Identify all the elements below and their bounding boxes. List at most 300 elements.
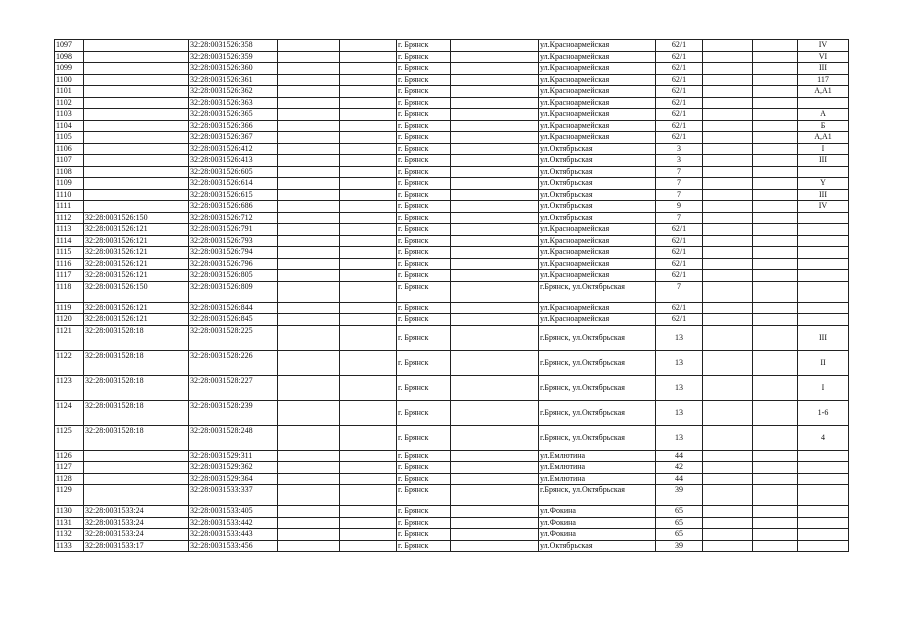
table-row	[55, 212, 849, 224]
parent-cadastral-cell: 32:28:0031528:18	[84, 350, 189, 375]
city-cell: г. Брянск	[397, 143, 451, 155]
city-cell: г. Брянск	[397, 212, 451, 224]
empty-cell	[278, 258, 340, 270]
city-cell: г. Брянск	[397, 302, 451, 314]
empty-cell	[753, 40, 798, 52]
row-number-cell: 1130	[55, 506, 84, 518]
cadastral-number-cell: 32:28:0031526:791	[189, 224, 278, 236]
empty-cell	[753, 74, 798, 86]
house-number-cell: 62/1	[656, 63, 703, 75]
empty-cell	[451, 485, 539, 506]
table-row	[55, 235, 849, 247]
parent-cadastral-cell	[84, 74, 189, 86]
empty-cell	[451, 63, 539, 75]
empty-cell	[278, 63, 340, 75]
city-cell: г. Брянск	[397, 270, 451, 282]
empty-cell	[703, 281, 753, 302]
premises-cell	[798, 235, 849, 247]
table-row	[55, 375, 849, 400]
street-cell: ул.Красноармейская	[539, 120, 656, 132]
city-cell: г. Брянск	[397, 235, 451, 247]
house-number-cell: 62/1	[656, 302, 703, 314]
premises-cell	[798, 281, 849, 302]
row-number-cell: 1100	[55, 74, 84, 86]
row-number-cell: 1105	[55, 132, 84, 144]
premises-cell: Y	[798, 178, 849, 190]
cadastral-number-cell: 32:28:0031529:311	[189, 450, 278, 462]
empty-cell	[278, 120, 340, 132]
cadastral-number-cell: 32:28:0031526:614	[189, 178, 278, 190]
parent-cadastral-cell: 32:28:0031526:121	[84, 247, 189, 259]
house-number-cell: 62/1	[656, 40, 703, 52]
table-row	[55, 485, 849, 506]
premises-cell	[798, 462, 849, 474]
house-number-cell: 13	[656, 350, 703, 375]
empty-cell	[753, 247, 798, 259]
empty-cell	[340, 212, 397, 224]
house-number-cell: 3	[656, 143, 703, 155]
street-cell: ул.Красноармейская	[539, 235, 656, 247]
empty-cell	[703, 166, 753, 178]
empty-cell	[340, 247, 397, 259]
row-number-cell: 1120	[55, 314, 84, 326]
table-row	[55, 425, 849, 450]
house-number-cell: 62/1	[656, 314, 703, 326]
parent-cadastral-cell: 32:28:0031533:24	[84, 517, 189, 529]
table-row	[55, 201, 849, 213]
empty-cell	[278, 166, 340, 178]
empty-cell	[278, 506, 340, 518]
empty-cell	[340, 281, 397, 302]
row-number-cell: 1116	[55, 258, 84, 270]
empty-cell	[340, 86, 397, 98]
cadastral-number-cell: 32:28:0031526:367	[189, 132, 278, 144]
empty-cell	[703, 63, 753, 75]
city-cell: г. Брянск	[397, 166, 451, 178]
street-cell: ул.Октябрьская	[539, 166, 656, 178]
empty-cell	[753, 51, 798, 63]
table-row	[55, 178, 849, 190]
empty-cell	[278, 40, 340, 52]
empty-cell	[340, 400, 397, 425]
cadastral-number-cell: 32:28:0031528:227	[189, 375, 278, 400]
empty-cell	[753, 97, 798, 109]
street-cell: ул.Красноармейская	[539, 97, 656, 109]
row-number-cell: 1127	[55, 462, 84, 474]
empty-cell	[703, 517, 753, 529]
empty-cell	[753, 63, 798, 75]
empty-cell	[278, 86, 340, 98]
table-row	[55, 51, 849, 63]
empty-cell	[451, 473, 539, 485]
cadastral-number-cell: 32:28:0031526:358	[189, 40, 278, 52]
empty-cell	[340, 40, 397, 52]
empty-cell	[753, 270, 798, 282]
empty-cell	[278, 350, 340, 375]
parent-cadastral-cell	[84, 166, 189, 178]
empty-cell	[278, 325, 340, 350]
table-row	[55, 400, 849, 425]
premises-cell	[798, 97, 849, 109]
premises-cell	[798, 314, 849, 326]
row-number-cell: 1125	[55, 425, 84, 450]
empty-cell	[340, 314, 397, 326]
parent-cadastral-cell: 32:28:0031526:150	[84, 281, 189, 302]
city-cell: г. Брянск	[397, 201, 451, 213]
empty-cell	[703, 375, 753, 400]
house-number-cell: 13	[656, 400, 703, 425]
premises-cell: IV	[798, 40, 849, 52]
premises-cell: III	[798, 189, 849, 201]
table-row	[55, 258, 849, 270]
row-number-cell: 1109	[55, 178, 84, 190]
house-number-cell: 62/1	[656, 235, 703, 247]
row-number-cell: 1103	[55, 109, 84, 121]
house-number-cell: 7	[656, 212, 703, 224]
city-cell: г. Брянск	[397, 258, 451, 270]
empty-cell	[340, 325, 397, 350]
empty-cell	[703, 201, 753, 213]
row-number-cell: 1099	[55, 63, 84, 75]
empty-cell	[451, 375, 539, 400]
empty-cell	[278, 473, 340, 485]
street-cell: ул.Октябрьская	[539, 178, 656, 190]
empty-cell	[753, 314, 798, 326]
property-registry-table	[54, 39, 849, 552]
parent-cadastral-cell: 32:28:0031526:121	[84, 258, 189, 270]
cadastral-number-cell: 32:28:0031526:366	[189, 120, 278, 132]
empty-cell	[451, 281, 539, 302]
table-row	[55, 314, 849, 326]
table-row	[55, 517, 849, 529]
row-number-cell: 1115	[55, 247, 84, 259]
cadastral-number-cell: 32:28:0031526:359	[189, 51, 278, 63]
empty-cell	[451, 86, 539, 98]
empty-cell	[451, 462, 539, 474]
parent-cadastral-cell	[84, 462, 189, 474]
empty-cell	[703, 450, 753, 462]
city-cell: г. Брянск	[397, 40, 451, 52]
table-row	[55, 74, 849, 86]
street-cell: г.Брянск, ул.Октябрьская	[539, 281, 656, 302]
street-cell: г.Брянск, ул.Октябрьская	[539, 350, 656, 375]
parent-cadastral-cell: 32:28:0031528:18	[84, 425, 189, 450]
empty-cell	[451, 189, 539, 201]
cadastral-number-cell: 32:28:0031526:412	[189, 143, 278, 155]
street-cell: ул.Красноармейская	[539, 314, 656, 326]
cadastral-number-cell: 32:28:0031528:239	[189, 400, 278, 425]
empty-cell	[703, 302, 753, 314]
empty-cell	[278, 270, 340, 282]
empty-cell	[278, 485, 340, 506]
premises-cell	[798, 506, 849, 518]
table-row	[55, 109, 849, 121]
house-number-cell: 13	[656, 425, 703, 450]
empty-cell	[703, 143, 753, 155]
row-number-cell: 1104	[55, 120, 84, 132]
house-number-cell: 13	[656, 325, 703, 350]
empty-cell	[451, 155, 539, 167]
empty-cell	[340, 97, 397, 109]
premises-cell	[798, 270, 849, 282]
table-row	[55, 506, 849, 518]
empty-cell	[340, 235, 397, 247]
city-cell: г. Брянск	[397, 51, 451, 63]
empty-cell	[703, 109, 753, 121]
parent-cadastral-cell	[84, 132, 189, 144]
city-cell: г. Брянск	[397, 350, 451, 375]
empty-cell	[753, 425, 798, 450]
street-cell: г.Брянск, ул.Октябрьская	[539, 425, 656, 450]
parent-cadastral-cell	[84, 450, 189, 462]
parent-cadastral-cell: 32:28:0031526:121	[84, 302, 189, 314]
house-number-cell: 62/1	[656, 74, 703, 86]
empty-cell	[278, 450, 340, 462]
empty-cell	[278, 425, 340, 450]
empty-cell	[451, 529, 539, 541]
table-row	[55, 450, 849, 462]
empty-cell	[451, 212, 539, 224]
premises-cell: VI	[798, 51, 849, 63]
street-cell: ул.Красноармейская	[539, 109, 656, 121]
cadastral-number-cell: 32:28:0031528:226	[189, 350, 278, 375]
empty-cell	[451, 143, 539, 155]
empty-cell	[451, 258, 539, 270]
empty-cell	[451, 314, 539, 326]
street-cell: ул.Фокина	[539, 529, 656, 541]
table-row	[55, 325, 849, 350]
table-row	[55, 462, 849, 474]
cadastral-number-cell: 32:28:0031526:796	[189, 258, 278, 270]
empty-cell	[451, 540, 539, 552]
table-row	[55, 97, 849, 109]
cadastral-number-cell: 32:28:0031526:360	[189, 63, 278, 75]
empty-cell	[753, 350, 798, 375]
empty-cell	[703, 235, 753, 247]
cadastral-number-cell: 32:28:0031533:337	[189, 485, 278, 506]
premises-cell	[798, 529, 849, 541]
city-cell: г. Брянск	[397, 462, 451, 474]
empty-cell	[703, 247, 753, 259]
row-number-cell: 1133	[55, 540, 84, 552]
empty-cell	[753, 473, 798, 485]
row-number-cell: 1129	[55, 485, 84, 506]
street-cell: ул.Красноармейская	[539, 132, 656, 144]
street-cell: ул.Емлютина	[539, 450, 656, 462]
city-cell: г. Брянск	[397, 485, 451, 506]
street-cell: ул.Октябрьская	[539, 540, 656, 552]
empty-cell	[278, 529, 340, 541]
empty-cell	[703, 270, 753, 282]
row-number-cell: 1098	[55, 51, 84, 63]
parent-cadastral-cell	[84, 120, 189, 132]
premises-cell	[798, 473, 849, 485]
street-cell: ул.Емлютина	[539, 473, 656, 485]
empty-cell	[703, 155, 753, 167]
table-row	[55, 166, 849, 178]
street-cell: ул.Красноармейская	[539, 86, 656, 98]
row-number-cell: 1113	[55, 224, 84, 236]
parent-cadastral-cell: 32:28:0031533:24	[84, 529, 189, 541]
city-cell: г. Брянск	[397, 506, 451, 518]
empty-cell	[278, 400, 340, 425]
empty-cell	[340, 473, 397, 485]
empty-cell	[340, 143, 397, 155]
city-cell: г. Брянск	[397, 132, 451, 144]
premises-cell	[798, 212, 849, 224]
empty-cell	[278, 109, 340, 121]
premises-cell	[798, 485, 849, 506]
parent-cadastral-cell	[84, 485, 189, 506]
parent-cadastral-cell	[84, 178, 189, 190]
empty-cell	[451, 40, 539, 52]
row-number-cell: 1128	[55, 473, 84, 485]
empty-cell	[703, 40, 753, 52]
empty-cell	[278, 178, 340, 190]
empty-cell	[703, 506, 753, 518]
parent-cadastral-cell	[84, 473, 189, 485]
empty-cell	[340, 189, 397, 201]
row-number-cell: 1107	[55, 155, 84, 167]
table-row	[55, 473, 849, 485]
premises-cell: III	[798, 325, 849, 350]
row-number-cell: 1097	[55, 40, 84, 52]
empty-cell	[753, 143, 798, 155]
empty-cell	[703, 400, 753, 425]
empty-cell	[753, 189, 798, 201]
street-cell: ул.Красноармейская	[539, 258, 656, 270]
parent-cadastral-cell: 32:28:0031533:24	[84, 506, 189, 518]
empty-cell	[340, 258, 397, 270]
city-cell: г. Брянск	[397, 400, 451, 425]
empty-cell	[278, 74, 340, 86]
city-cell: г. Брянск	[397, 517, 451, 529]
street-cell: ул.Красноармейская	[539, 74, 656, 86]
row-number-cell: 1102	[55, 97, 84, 109]
empty-cell	[340, 350, 397, 375]
empty-cell	[340, 109, 397, 121]
parent-cadastral-cell	[84, 155, 189, 167]
registry-body	[55, 40, 849, 552]
house-number-cell: 62/1	[656, 224, 703, 236]
table-row	[55, 86, 849, 98]
empty-cell	[340, 540, 397, 552]
row-number-cell: 1124	[55, 400, 84, 425]
city-cell: г. Брянск	[397, 97, 451, 109]
street-cell: ул.Красноармейская	[539, 63, 656, 75]
empty-cell	[278, 224, 340, 236]
parent-cadastral-cell: 32:28:0031526:121	[84, 224, 189, 236]
empty-cell	[703, 212, 753, 224]
empty-cell	[753, 517, 798, 529]
cadastral-number-cell: 32:28:0031528:248	[189, 425, 278, 450]
empty-cell	[753, 400, 798, 425]
house-number-cell: 7	[656, 281, 703, 302]
table-row	[55, 120, 849, 132]
row-number-cell: 1111	[55, 201, 84, 213]
empty-cell	[340, 375, 397, 400]
empty-cell	[278, 540, 340, 552]
house-number-cell: 62/1	[656, 120, 703, 132]
house-number-cell: 9	[656, 201, 703, 213]
row-number-cell: 1117	[55, 270, 84, 282]
premises-cell: А,А1	[798, 132, 849, 144]
table-row	[55, 350, 849, 375]
city-cell: г. Брянск	[397, 473, 451, 485]
table-row	[55, 132, 849, 144]
city-cell: г. Брянск	[397, 224, 451, 236]
empty-cell	[703, 314, 753, 326]
empty-cell	[451, 506, 539, 518]
parent-cadastral-cell	[84, 189, 189, 201]
empty-cell	[703, 178, 753, 190]
empty-cell	[451, 270, 539, 282]
empty-cell	[753, 235, 798, 247]
premises-cell	[798, 247, 849, 259]
street-cell: ул.Фокина	[539, 506, 656, 518]
city-cell: г. Брянск	[397, 314, 451, 326]
row-number-cell: 1123	[55, 375, 84, 400]
empty-cell	[340, 51, 397, 63]
empty-cell	[340, 63, 397, 75]
street-cell: ул.Красноармейская	[539, 247, 656, 259]
cadastral-number-cell: 32:28:0031526:805	[189, 270, 278, 282]
cadastral-number-cell: 32:28:0031526:686	[189, 201, 278, 213]
empty-cell	[340, 178, 397, 190]
street-cell: ул.Октябрьская	[539, 143, 656, 155]
empty-cell	[278, 517, 340, 529]
empty-cell	[340, 224, 397, 236]
premises-cell: 117	[798, 74, 849, 86]
premises-cell: I	[798, 143, 849, 155]
empty-cell	[753, 155, 798, 167]
empty-cell	[703, 425, 753, 450]
row-number-cell: 1118	[55, 281, 84, 302]
empty-cell	[753, 120, 798, 132]
empty-cell	[703, 258, 753, 270]
empty-cell	[753, 485, 798, 506]
table-row	[55, 40, 849, 52]
empty-cell	[278, 132, 340, 144]
empty-cell	[451, 517, 539, 529]
empty-cell	[278, 51, 340, 63]
city-cell: г. Брянск	[397, 375, 451, 400]
house-number-cell: 44	[656, 473, 703, 485]
cadastral-number-cell: 32:28:0031533:456	[189, 540, 278, 552]
empty-cell	[753, 109, 798, 121]
premises-cell: I	[798, 375, 849, 400]
table-row	[55, 247, 849, 259]
cadastral-number-cell: 32:28:0031526:615	[189, 189, 278, 201]
parent-cadastral-cell	[84, 63, 189, 75]
empty-cell	[451, 166, 539, 178]
row-number-cell: 1121	[55, 325, 84, 350]
house-number-cell: 62/1	[656, 132, 703, 144]
row-number-cell: 1110	[55, 189, 84, 201]
city-cell: г. Брянск	[397, 178, 451, 190]
house-number-cell: 62/1	[656, 109, 703, 121]
cadastral-number-cell: 32:28:0031533:442	[189, 517, 278, 529]
premises-cell	[798, 224, 849, 236]
table-row	[55, 189, 849, 201]
cadastral-number-cell: 32:28:0031526:605	[189, 166, 278, 178]
table-row	[55, 63, 849, 75]
row-number-cell: 1108	[55, 166, 84, 178]
empty-cell	[703, 485, 753, 506]
empty-cell	[340, 517, 397, 529]
city-cell: г. Брянск	[397, 325, 451, 350]
empty-cell	[340, 425, 397, 450]
